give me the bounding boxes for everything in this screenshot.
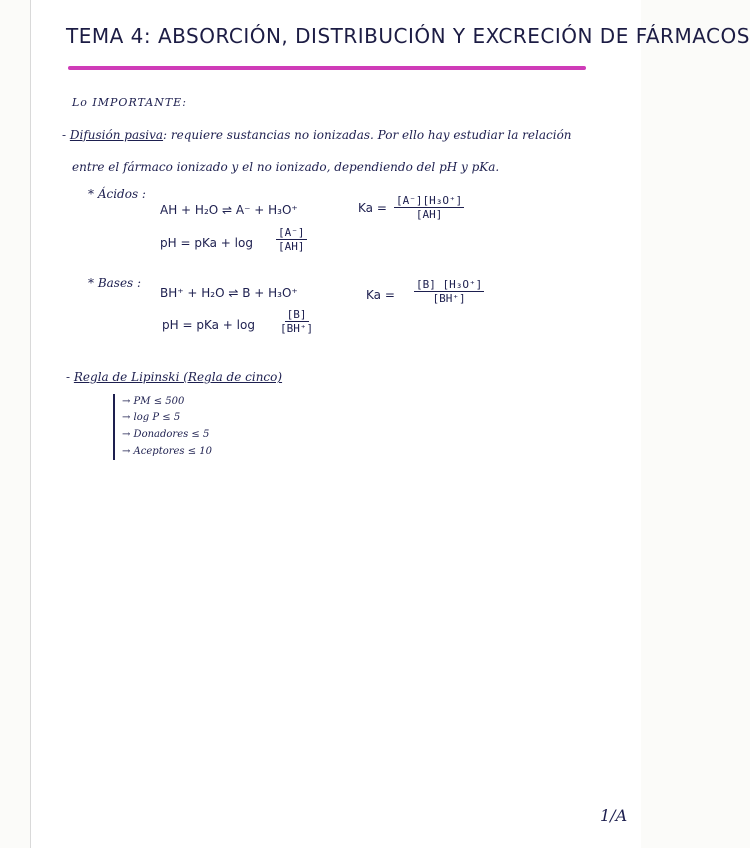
lipinski-title: Regla de Lipinski (Regla de cinco) bbox=[73, 370, 283, 384]
acidos-label: * Ácidos : bbox=[88, 187, 146, 201]
lipinski-item: → log P ≤ 5 bbox=[122, 412, 181, 423]
base-ka-fraction bbox=[414, 278, 484, 305]
acid-ka-fraction bbox=[394, 194, 464, 221]
difusion-line-1: - Difusión pasiva: requiere sustancias no ionizadas. Por ello hay estudiar la relación bbox=[62, 128, 572, 142]
difusion-text-1: : requiere sustancias no ionizadas. Por ello hay estudiar la relación bbox=[163, 128, 572, 142]
acid-ph-numerator: [A⁻] bbox=[278, 226, 305, 239]
lipinski-bracket bbox=[113, 394, 115, 460]
section-heading: Lo IMPORTANTE: bbox=[72, 96, 187, 109]
lipinski-item: → PM ≤ 500 bbox=[122, 396, 185, 407]
acid-reaction: AH + H₂O ⇌ A⁻ + H₃O⁺ bbox=[160, 203, 298, 217]
base-ph-numerator: [B] bbox=[286, 308, 307, 321]
title-underline bbox=[68, 66, 586, 70]
base-ka-denominator: [BH⁺] bbox=[432, 292, 466, 305]
base-reaction: BH⁺ + H₂O ⇌ B + H₃O⁺ bbox=[160, 286, 298, 300]
lipinski-heading: - Regla de Lipinski (Regla de cinco) bbox=[66, 370, 283, 384]
lipinski-item: → Donadores ≤ 5 bbox=[122, 429, 210, 440]
base-ka-prefix: Ka = bbox=[366, 288, 395, 302]
page-number: 1/A bbox=[600, 806, 628, 825]
acid-ka-prefix: Ka = bbox=[358, 201, 387, 215]
lipinski-item: → Aceptores ≤ 10 bbox=[122, 446, 213, 457]
difusion-term: Difusión pasiva bbox=[69, 128, 164, 142]
base-ph-prefix: pH = pKa + log bbox=[162, 318, 255, 332]
bases-label: * Bases : bbox=[88, 276, 142, 290]
base-ph-fraction bbox=[278, 308, 315, 335]
acid-ph-denominator: [AH] bbox=[278, 240, 305, 253]
acid-ph-fraction bbox=[276, 226, 307, 253]
page-title: TEMA 4: ABSORCIÓN, DISTRIBUCIÓN Y EXCRECIÓN DE FÁRMACOS bbox=[66, 24, 750, 48]
difusion-line-2: entre el fármaco ionizado y el no ionizado, dependiendo del pH y pKa. bbox=[72, 160, 500, 174]
base-ph-equation bbox=[162, 318, 255, 332]
base-ka-numerator: [B] [H₃O⁺] bbox=[416, 278, 483, 291]
base-ph-denominator: [BH⁺] bbox=[280, 322, 314, 335]
acid-ph-prefix: pH = pKa + log bbox=[160, 236, 253, 250]
acid-ka-denominator: [AH] bbox=[415, 208, 443, 221]
acid-ka-numerator: [A⁻][H₃O⁺] bbox=[396, 194, 463, 207]
acid-ph-equation bbox=[160, 236, 253, 250]
